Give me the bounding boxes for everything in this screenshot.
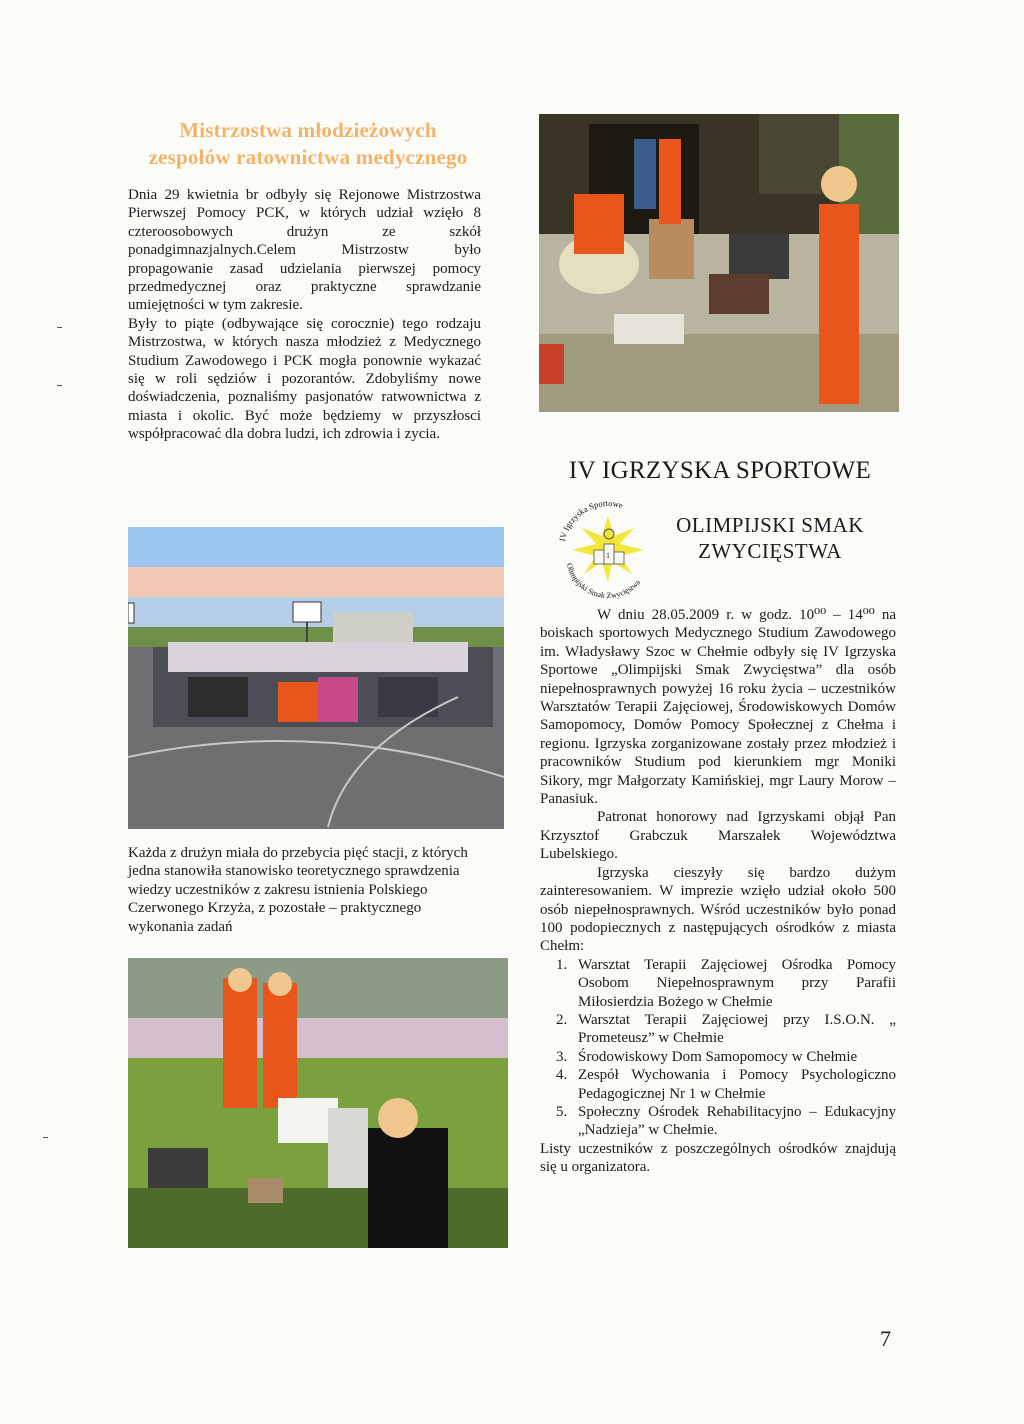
scan-mark [57,327,62,328]
page-number: 7 [880,1326,891,1351]
article-title: Mistrzostwa młodzieżowych zespołów ratownictwa medycznego [148,118,468,169]
list-item: 3. Środowiskowy Dom Samopomocy w Chełmie [556,1048,858,1065]
games-closing: Listy uczestników z poszczególnych ośrodków znajdują się u organizatora. [540,1140,896,1176]
list-item: 1. Warsztat Terapii Zajęciowej Ośrodka Pomocy Osobom Niepełnosprawnym przy Parafii Miłosierdzia Bożego w Chełmie [556,956,896,1010]
logo-arc-bottom: Olimpijski Smak Zwycięstwa [564,562,643,600]
list-item: 5. Społeczny Ośrodek Rehabilitacyjno – Edukacyjny „Nadzieja” w Chełmie. [556,1103,896,1139]
list-item: 4. Zespół Wychowania i Pomocy Psychologiczno Pedagogicznej Nr 1 w Chełmie [556,1067,896,1102]
logo-podium-number: 1 [606,551,610,560]
games-intro: W dniu 28.05.2009 r. w godz. 10⁰⁰ – 14⁰⁰ na boiskach sportowych Medycznego Studium Zawodowego im. Władysławy Szoc w Chełmie odbyły się IV Igrzyska Sportowe „Olimpijski Smak Zwycięstwa” dla osób niepełnosprawnych powyżej 16 roku życia – uczestników Warsztatów Terapii Zajęciowej, Środowiskowych Domów Samopomocy, Domów Pomocy Społecznej z Chełma i regionu. Igrzyska zorganizowane zostały przez młodzież i pracowników Studium pod kierunkiem mgr Moniki Sikory, mgr Małgorzaty Kamińskiej, mgr Laury Morow – Panasiuk. [540,607,896,808]
games-logo [552,494,664,600]
first-aid-photo [539,114,899,412]
photo-caption: Każda z drużyn miała do przebycia pięć stacji, z których jedna stanowiła stanowisko teoretycznego sprawdzenia wiedzy uczestników z zakresu istnienia Polskiego Czerwonego Krzyża, z pozostałe – praktycznego wykonania zadań [128,845,468,935]
games-heading: IV IGRZYSKA SPORTOWE [568,457,872,484]
group-photo [128,527,504,829]
games-patronage: Patronat honorowy nad Igrzyskami objął Pan Krzysztof Grabczuk Marszałek Województwa Lubelskiego. [540,809,896,863]
scan-mark [57,385,62,386]
games-body [540,606,896,1177]
article-paragraph: Dnia 29 kwietnia br odbyły się Rejonowe Mistrzostwa Pierwszej Pomocy PCK, w których udział wzięło 8 czteroosobowych drużyn ze szkół ponadgimnazjalnych.Celem Mistrzostw było propagowanie zasad udzielania pierwszej pomocy przedmedycznej oraz praktyczne sprawdzanie umiejętności w tym zakresie. [128,187,481,314]
article-body [128,186,481,444]
article-paragraph: Były to piąte (odbywające się corocznie) tego rodzaju Mistrzostwa, w których nasza młodzież z Medycznego Studium Zawodowego i PCK mogła ponownie wykazać się w roli sędziów i pozorantów. Zdobyliśmy nowe doświadczenia, poznaliśmy pasjonatów ratwownictwa z miasta i okolic. Być może będziemy w przyszłosci współpracować dla dobra ludzi, ich zdrowia i zycia. [128,315,481,443]
list-item: 2. Warsztat Terapii Zajęciowej przy I.S.O.N. „ Prometeusz” w Chełmie [556,1011,896,1047]
games-interest: Igrzyska cieszyły się bardzo dużym zainteresowaniem. W imprezie wzięło udział około 500 osób niepełnosprawnych. Wśród uczestników było ponad 100 podopiecznych z następujących ośrodków z miasta Chełm: [540,864,896,955]
games-subheading: OLIMPIJSKI SMAK ZWYCIĘSTWA [676,513,864,563]
logo-arc-top: IV Igrzyska Sportowe [556,497,625,543]
scan-mark [43,1137,48,1138]
centers-list [540,956,896,1140]
rescue-photo [128,958,508,1248]
svg-text:Olimpijski Smak Zwycięstwa [565,562,643,600]
